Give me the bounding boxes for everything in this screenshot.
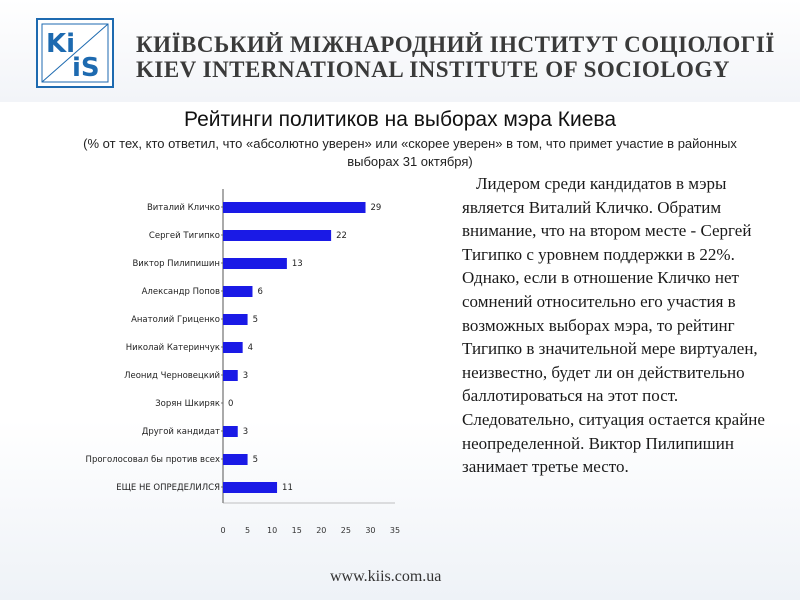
category-label: ЕЩЕ НЕ ОПРЕДЕЛИЛСЯ	[116, 483, 220, 493]
bar-value-label: 5	[252, 315, 258, 325]
bar-value-label: 4	[247, 343, 254, 353]
x-tick-label: 30	[365, 526, 376, 535]
bar-value-label: 3	[242, 427, 249, 437]
institute-name-english: KIEV INTERNATIONAL INSTITUTE OF SOCIOLOGY	[136, 57, 730, 82]
svg-text:Ki: Ki	[46, 29, 76, 59]
bar-value-label: 11	[282, 483, 293, 493]
x-tick-label: 25	[340, 526, 351, 535]
bar	[223, 286, 252, 297]
bar-value-label: 0	[228, 399, 234, 409]
category-label: Другой кандидат	[141, 427, 220, 437]
bar	[223, 202, 366, 213]
bar-value-label: 13	[291, 259, 303, 269]
x-tick-label: 35	[389, 526, 401, 535]
bar	[223, 314, 248, 325]
bar	[223, 258, 287, 269]
bar-value-label: 3	[242, 371, 249, 381]
bar	[223, 426, 238, 437]
kiis-logo	[36, 18, 114, 88]
category-label: Леонид Черновецкий	[124, 371, 220, 381]
footer-url: www.kiis.com.ua	[330, 568, 442, 585]
bar	[223, 230, 331, 241]
header-band	[0, 0, 800, 102]
category-label: Сергей Тигипко	[148, 231, 220, 241]
commentary-paragraph	[462, 172, 780, 479]
x-tick-label: 0	[220, 526, 226, 535]
svg-text:iS: iS	[72, 53, 100, 83]
slide-title: Рейтинги политиков на выборах мэра Киева	[183, 108, 617, 131]
commentary-text: Лидером среди кандидатов в мэры является Виталий Кличко. Обратим внимание, что на втором месте - Сергей Тигипко с уровнем поддержки в 22%. Однако, если в отношение Кличко нет сомнений относительно его участия в возможных выборах мэра, то рейтинг Тигипко в значительной мере виртуален, неизвестно, будет ли он действительно баллотироваться на этот пост. Следовательно, ситуация остается крайне неопределенной. Виктор Пилипишин занимает третье место.	[462, 174, 765, 477]
bar-value-label: 6	[257, 287, 263, 297]
bar-value-label: 22	[336, 231, 347, 241]
x-tick-label: 5	[245, 526, 251, 535]
x-tick-label: 10	[267, 526, 278, 535]
category-label: Николай Катеринчук	[125, 343, 220, 353]
category-label: Анатолий Гриценко	[131, 315, 220, 325]
bar	[223, 454, 248, 465]
category-label: Александр Попов	[141, 287, 220, 297]
slide-subtitle: (% от тех, кто ответил, что «абсолютно уверен» или «скорее уверен» в том, что примет участие в районных выборах 31 октября)	[83, 136, 737, 169]
institute-name-ukrainian: КИЇВСЬКИЙ МІЖНАРОДНИЙ ІНСТИТУТ СОЦІОЛОГІЇ	[136, 32, 775, 57]
bar-chart	[80, 185, 420, 535]
category-label: Проголосовал бы против всех	[85, 455, 220, 465]
bar-value-label: 5	[252, 455, 258, 465]
x-tick-label: 15	[291, 526, 302, 535]
category-label: Виталий Кличко	[146, 203, 220, 213]
x-tick-label: 20	[316, 526, 327, 535]
bar	[223, 482, 277, 493]
bar	[223, 342, 243, 353]
bar	[223, 370, 238, 381]
bar-value-label: 29	[370, 203, 382, 213]
category-label: Виктор Пилипишин	[132, 259, 220, 269]
category-label: Зорян Шкиряк	[155, 399, 220, 409]
